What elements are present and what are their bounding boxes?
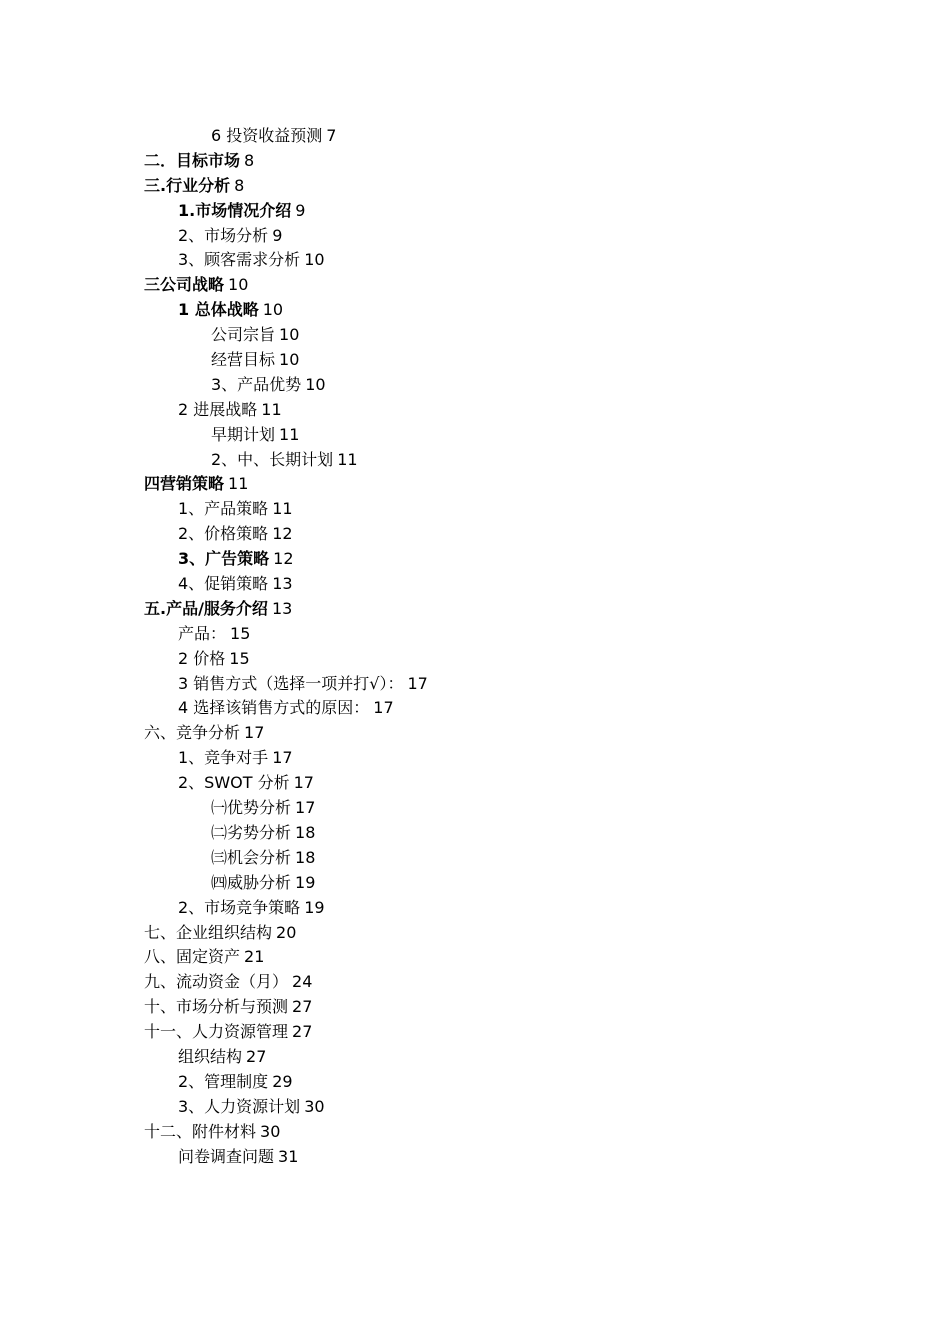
toc-entry-page-number: 17 xyxy=(293,773,314,793)
toc-entry-title: 九、流动资金（月） xyxy=(144,972,289,992)
toc-entry[interactable] xyxy=(0,423,950,448)
toc-entry-page-number: 10 xyxy=(279,325,300,345)
toc-entry-page-number: 7 xyxy=(326,126,337,145)
toc-entry-page-number: 12 xyxy=(273,549,294,569)
toc-entry-page-number: 17 xyxy=(407,673,428,693)
toc-entry[interactable] xyxy=(0,497,950,522)
toc-entry[interactable] xyxy=(0,1070,950,1095)
toc-entry-title: 公司宗旨 xyxy=(211,325,276,345)
toc-entry-title: ㈠优势分析 xyxy=(211,798,292,818)
toc-entry-title: 早期计划 xyxy=(211,424,276,444)
toc-entry-title: ㈣威胁分析 xyxy=(211,872,292,892)
toc-entry-title: 3、产品优势 xyxy=(211,374,302,394)
toc-entry-title: 问卷调查问题 xyxy=(178,1146,275,1166)
toc-entry[interactable] xyxy=(0,1020,950,1045)
toc-entry-title: ㈢机会分析 xyxy=(211,847,292,867)
toc-entry[interactable] xyxy=(0,796,950,821)
toc-entry[interactable] xyxy=(0,398,950,423)
toc-entry[interactable] xyxy=(0,1145,950,1170)
toc-entry-page-number: 11 xyxy=(272,499,293,519)
toc-entry-title: 3、广告策略 xyxy=(178,549,270,569)
toc-entry-title: 2 价格 xyxy=(178,648,226,668)
toc-entry-title: ㈡劣势分析 xyxy=(211,822,292,842)
toc-entry[interactable] xyxy=(0,921,950,946)
toc-entry-title: 6 投资收益预测 xyxy=(211,126,323,145)
toc-entry-title: 经营目标 xyxy=(211,350,276,370)
toc-entry[interactable] xyxy=(0,124,950,149)
toc-entry-title: 二．目标市场 xyxy=(144,150,241,170)
toc-entry[interactable] xyxy=(0,846,950,871)
toc-entry-title: 4 选择该销售方式的原因： xyxy=(178,698,370,718)
toc-entry-page-number: 20 xyxy=(276,922,297,942)
toc-entry-page-number: 10 xyxy=(305,374,326,394)
table-of-contents xyxy=(0,124,950,1169)
toc-entry-title: 组织结构 xyxy=(178,1046,243,1066)
toc-entry-title: 四营销策略 xyxy=(144,474,225,494)
toc-entry-page-number: 17 xyxy=(244,723,265,743)
toc-entry-title: 六、竞争分析 xyxy=(144,723,241,743)
toc-entry-title: 3、顾客需求分析 xyxy=(178,250,301,270)
toc-entry-title: 1 总体战略 xyxy=(178,300,259,320)
toc-entry[interactable] xyxy=(0,448,950,473)
toc-entry-page-number: 19 xyxy=(295,872,316,892)
toc-entry[interactable] xyxy=(0,721,950,746)
toc-entry-page-number: 10 xyxy=(228,275,249,295)
toc-entry-title: 1、竞争对手 xyxy=(178,748,269,768)
toc-entry-title: 十、市场分析与预测 xyxy=(144,997,289,1017)
toc-entry-page-number: 17 xyxy=(272,748,293,768)
toc-entry-page-number: 15 xyxy=(230,623,251,643)
toc-entry-page-number: 13 xyxy=(272,574,293,594)
toc-entry[interactable] xyxy=(0,298,950,323)
toc-entry-title: 3、人力资源计划 xyxy=(178,1096,301,1116)
toc-entry-page-number: 10 xyxy=(279,350,300,370)
toc-entry-page-number: 27 xyxy=(292,997,313,1017)
toc-entry-page-number: 29 xyxy=(272,1071,293,1091)
toc-entry-page-number: 31 xyxy=(278,1146,299,1166)
toc-entry-title: 2、中、长期计划 xyxy=(211,449,334,469)
toc-entry-title: 2、管理制度 xyxy=(178,1071,269,1091)
toc-entry-page-number: 12 xyxy=(272,524,293,544)
toc-entry[interactable] xyxy=(0,771,950,796)
toc-entry-title: 1.市场情况介绍 xyxy=(178,200,292,220)
toc-entry-page-number: 8 xyxy=(244,150,255,170)
toc-entry-page-number: 17 xyxy=(373,698,394,718)
toc-entry[interactable] xyxy=(0,945,950,970)
toc-entry[interactable] xyxy=(0,572,950,597)
toc-entry[interactable] xyxy=(0,647,950,672)
toc-entry[interactable] xyxy=(0,995,950,1020)
toc-entry-title: 2 进展战略 xyxy=(178,399,258,419)
toc-entry-title: 五.产品/服务介绍 xyxy=(144,598,268,618)
toc-entry-title: 3 销售方式（选择一项并打√）： xyxy=(178,673,404,693)
toc-entry-page-number: 13 xyxy=(271,598,293,618)
toc-entry[interactable] xyxy=(0,896,950,921)
toc-entry-title: 八、固定资产 xyxy=(144,947,241,967)
toc-entry-page-number: 9 xyxy=(295,200,306,220)
toc-entry-title: 产品： xyxy=(178,623,227,643)
toc-entry-page-number: 27 xyxy=(246,1046,267,1066)
toc-entry[interactable] xyxy=(0,174,950,199)
toc-entry-page-number: 11 xyxy=(337,449,358,469)
toc-entry[interactable] xyxy=(0,871,950,896)
toc-entry[interactable] xyxy=(0,696,950,721)
toc-entry[interactable] xyxy=(0,821,950,846)
toc-entry[interactable] xyxy=(0,472,950,497)
toc-entry[interactable] xyxy=(0,348,950,373)
toc-entry-page-number: 10 xyxy=(262,300,284,320)
toc-entry-page-number: 17 xyxy=(295,798,316,818)
toc-entry-page-number: 9 xyxy=(272,225,283,245)
toc-entry-title: 2、市场分析 xyxy=(178,225,269,245)
toc-entry-page-number: 19 xyxy=(304,897,325,917)
toc-entry-page-number: 30 xyxy=(260,1121,281,1141)
toc-entry-title: 十一、人力资源管理 xyxy=(144,1022,289,1042)
toc-entry[interactable] xyxy=(0,273,950,298)
toc-entry[interactable] xyxy=(0,522,950,547)
toc-entry-page-number: 11 xyxy=(279,424,300,444)
toc-entry-page-number: 27 xyxy=(292,1022,313,1042)
toc-entry-page-number: 21 xyxy=(244,947,265,967)
toc-entry[interactable] xyxy=(0,1120,950,1145)
toc-entry-title: 三公司战略 xyxy=(144,275,225,295)
toc-entry-title: 三.行业分析 xyxy=(144,175,231,195)
toc-entry-page-number: 30 xyxy=(304,1096,325,1116)
toc-entry-title: 十二、附件材料 xyxy=(144,1121,257,1141)
toc-entry[interactable] xyxy=(0,199,950,224)
toc-entry[interactable] xyxy=(0,248,950,273)
toc-entry[interactable] xyxy=(0,547,950,572)
toc-entry-title: 2、市场竞争策略 xyxy=(178,897,301,917)
toc-entry-title: 2、价格策略 xyxy=(178,524,269,544)
toc-entry[interactable] xyxy=(0,373,950,398)
toc-entry-page-number: 11 xyxy=(261,399,282,419)
toc-entry-page-number: 18 xyxy=(295,847,316,867)
toc-entry-page-number: 11 xyxy=(228,474,249,494)
toc-entry-title: 4、促销策略 xyxy=(178,574,269,594)
toc-entry-page-number: 8 xyxy=(234,175,245,195)
toc-entry[interactable] xyxy=(0,323,950,348)
toc-entry[interactable] xyxy=(0,672,950,697)
toc-entry-page-number: 24 xyxy=(292,972,313,992)
toc-entry[interactable] xyxy=(0,746,950,771)
toc-entry[interactable] xyxy=(0,622,950,647)
toc-entry-page-number: 15 xyxy=(229,648,250,668)
toc-entry[interactable] xyxy=(0,224,950,249)
toc-entry[interactable] xyxy=(0,1095,950,1120)
toc-entry[interactable] xyxy=(0,149,950,174)
toc-entry[interactable] xyxy=(0,970,950,995)
toc-entry-title: 2、SWOT 分析 xyxy=(178,773,290,793)
toc-entry-title: 1、产品策略 xyxy=(178,499,269,519)
toc-entry-title: 七、企业组织结构 xyxy=(144,922,273,942)
toc-entry-page-number: 18 xyxy=(295,822,316,842)
toc-entry[interactable] xyxy=(0,1045,950,1070)
toc-entry[interactable] xyxy=(0,597,950,622)
toc-entry-page-number: 10 xyxy=(304,250,325,270)
